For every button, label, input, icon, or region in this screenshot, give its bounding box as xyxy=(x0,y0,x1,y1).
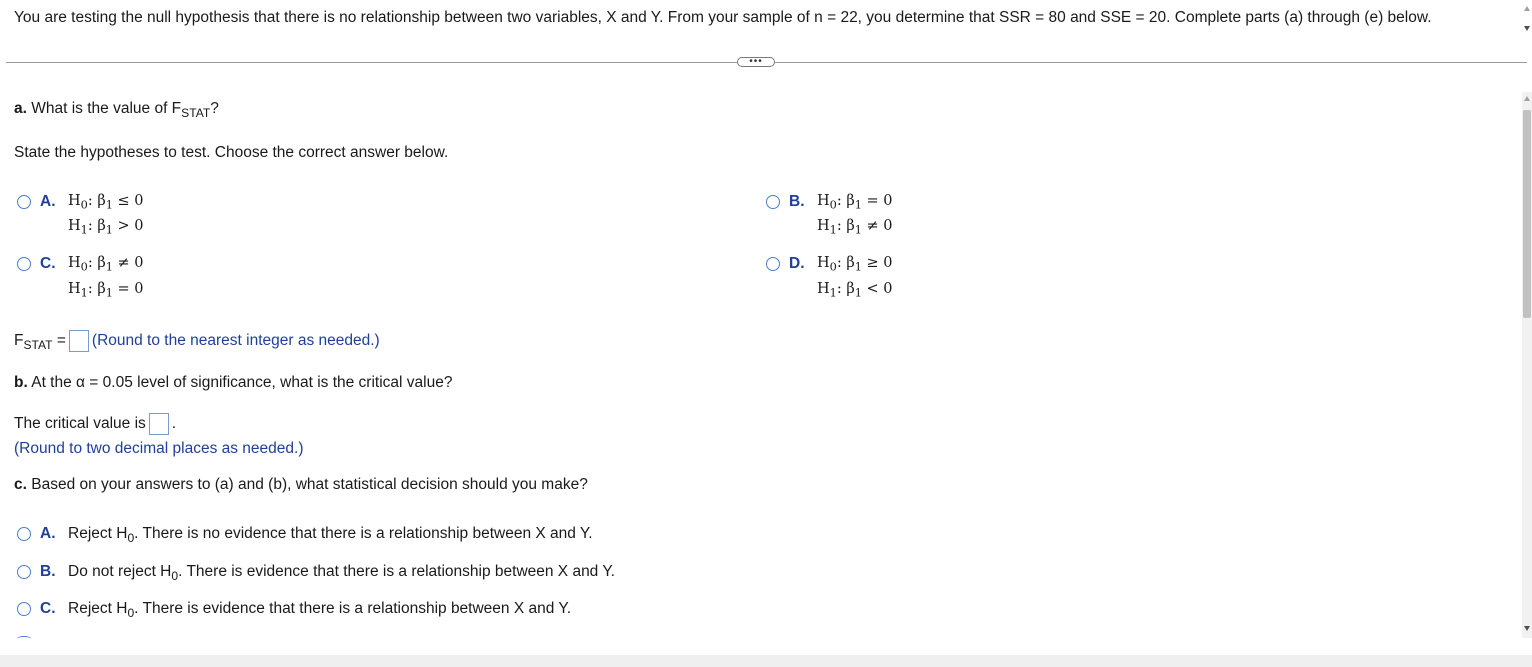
partial-radio-cutoff xyxy=(17,636,31,641)
decision-option-c-radio[interactable] xyxy=(17,602,31,616)
part-c-label: c. xyxy=(14,476,27,493)
hypotheses-instruction: State the hypotheses to test. Choose the correct answer below. xyxy=(14,144,449,161)
critical-value-hint: (Round to two decimal places as needed.) xyxy=(14,440,304,457)
decision-option-c-letter: C. xyxy=(40,600,56,617)
decision-option-b-radio[interactable] xyxy=(17,565,31,579)
decision-option-a-text: Reject $H_0$. There is no evidence that there is a relationship between X and Y. xyxy=(68,525,593,545)
hypothesis-option-d-h1: $H_1$: $\beta_1 < 0$ xyxy=(817,281,893,300)
fstat-equals: = xyxy=(52,332,66,350)
hypothesis-option-b-h1: $H_1$: $\beta_1 \ne 0$ xyxy=(817,218,893,237)
part-a-label: a. xyxy=(14,100,27,117)
hypothesis-option-a-h0: $H_0$: $\beta_1 \le 0$ xyxy=(68,193,144,212)
scroll-up-icon[interactable] xyxy=(1524,96,1530,101)
hypothesis-option-b-letter: B. xyxy=(789,193,805,210)
part-b-prompt xyxy=(14,374,452,392)
critical-value-period: . xyxy=(171,415,177,433)
question-intro: You are testing the null hypothesis that there is no relationship between two variables, X and Y. From your sample of n = 22, you determine that SSR = 80 and SSE = 20. Complete parts (a) through (e) below. xyxy=(14,9,1432,26)
part-b-label: b. xyxy=(14,374,28,391)
hypothesis-option-d-letter: D. xyxy=(789,255,805,272)
part-c-prompt-text: Based on your answers to (a) and (b), what statistical decision should you make? xyxy=(31,476,588,493)
hypothesis-option-c-radio[interactable] xyxy=(17,257,31,271)
decision-option-b-letter: B. xyxy=(40,563,56,580)
critical-value-input[interactable] xyxy=(149,413,169,435)
fstat-hint: (Round to the nearest integer as needed.) xyxy=(91,332,380,350)
scrollbar-thumb[interactable] xyxy=(1523,110,1531,318)
decision-option-a-radio[interactable] xyxy=(17,527,31,541)
part-a-prompt-sub: STAT xyxy=(181,105,211,120)
fstat-label: F xyxy=(14,332,24,350)
part-b-prompt-text: At the α = 0.05 level of significance, what is the critical value? xyxy=(31,374,453,391)
fstat-input[interactable] xyxy=(69,330,89,352)
part-c-prompt xyxy=(14,476,588,494)
hypothesis-option-b-h0: $H_0$: $\beta_1 = 0$ xyxy=(817,193,893,212)
top-scroll-down-icon[interactable] xyxy=(1524,26,1530,31)
fstat-label-sub: STAT xyxy=(23,337,53,352)
expand-more-button[interactable]: ••• xyxy=(737,57,775,67)
critical-value-label: The critical value is xyxy=(14,415,146,433)
critical-value-row xyxy=(14,413,176,435)
part-a-prompt-end: ? xyxy=(210,100,219,117)
hypothesis-option-c-h0: $H_0$: $\beta_1 \ne 0$ xyxy=(68,255,144,274)
hypothesis-option-c-letter: C. xyxy=(40,255,56,272)
decision-option-b-text: Do not reject $H_0$. There is evidence that there is a relationship between X and Y. xyxy=(68,563,615,583)
hypothesis-option-b-radio[interactable] xyxy=(766,195,780,209)
decision-option-a-letter: A. xyxy=(40,525,56,542)
hypothesis-option-d-radio[interactable] xyxy=(766,257,780,271)
decision-option-c-text: Reject $H_0$. There is evidence that there is a relationship between X and Y. xyxy=(68,600,572,620)
hypothesis-option-c-h1: $H_1$: $\beta_1 = 0$ xyxy=(68,281,144,300)
scroll-down-icon[interactable] xyxy=(1524,626,1530,631)
hypothesis-option-a-h1: $H_1$: $\beta_1 > 0$ xyxy=(68,218,144,237)
hypothesis-option-a-letter: A. xyxy=(40,193,56,210)
part-a-prompt xyxy=(14,100,219,118)
part-a-prompt-text: What is the value of F xyxy=(31,100,182,117)
bottom-bar xyxy=(0,655,1532,667)
fstat-row xyxy=(14,330,380,352)
hypothesis-option-a-radio[interactable] xyxy=(17,195,31,209)
hypothesis-option-d-h0: $H_0$: $\beta_1 \ge 0$ xyxy=(817,255,893,274)
top-scroll-up-icon[interactable] xyxy=(1524,6,1530,11)
